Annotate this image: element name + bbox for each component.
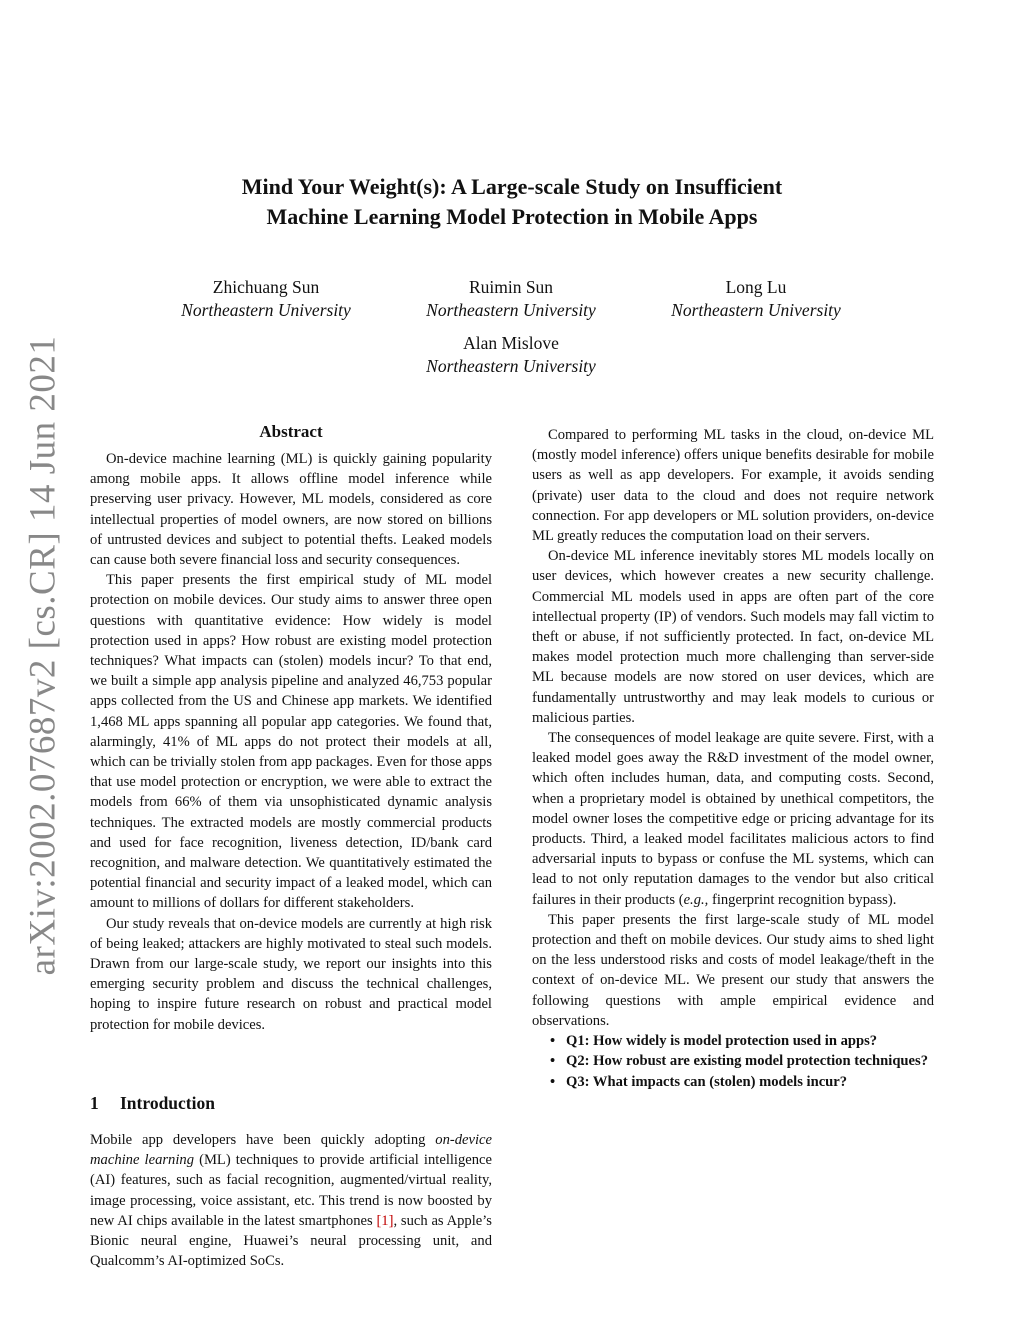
intro-paragraph: On-device ML inference inevitably stores ML models locally on user devices, which however creates a new security challenge. Commercial ML models used in apps are often part of the core intellectual property (IP) of vendors. Such models may fall victim to theft or abuse, if not sufficiently protected. In fact, on-device ML makes model protection much more challenging than server-side ML because models are now stored on user devices, which are fundamentally untrustworthy and may leak models to curious or malicious parties. xyxy=(532,548,934,726)
text-run: (ML) techniques to provide artificial intelligence (AI) features, such as facial recognition, augmented/virtual reality, image processing, voice assistant, etc. This trend is now boosted by new AI chips available in the latest smartphones xyxy=(90,1152,493,1229)
author-block xyxy=(391,332,631,378)
text-run: , such as Apple’s Bionic neural engine, Huawei’s neural processing unit, and Qualcomm’s AI-optimized SoCs. xyxy=(90,1212,492,1270)
paper-title-line-2: Machine Learning Model Protection in Mobile Apps xyxy=(266,204,758,229)
author-name: Ruimin Sun xyxy=(468,277,554,297)
text-run: The consequences of model leakage are quite severe. First, with a leaked model goes away the R&D investment of the model owner, which often includes human, data, and computing costs. Second, when a proprietary model is obtained by unethical competitors, the model owner loses the competitive edge or pricing advantage for its products. Third, a leaked model facilitates malicious actors to find adversarial inputs to bypass or confuse the ML systems, which can lead to not only reputation damages to the vendor but also critical failures in their products ( xyxy=(532,730,934,908)
author-block xyxy=(146,276,386,322)
author-affiliation: Northeastern University xyxy=(181,300,351,320)
author-name: Zhichuang Sun xyxy=(212,277,320,297)
section-title: Introduction xyxy=(120,1093,215,1113)
author-affiliation: Northeastern University xyxy=(426,356,596,376)
section-heading-introduction xyxy=(90,1093,215,1114)
author-block xyxy=(391,276,631,322)
intro-right-column xyxy=(532,425,934,1092)
author-name: Alan Mislove xyxy=(463,333,559,353)
abstract-paragraph: Our study reveals that on-device models are currently at high risk of being leaked; attackers are highly motivated to steal such models. Drawn from our large-scale study, we report our insights into this emerging security problem and discuss the technical challenges, hoping to inspire future research on robust and practical model protection for mobile devices. xyxy=(90,915,492,1033)
research-questions-list xyxy=(532,1031,934,1092)
author-affiliation: Northeastern University xyxy=(671,300,841,320)
intro-left-column xyxy=(90,1130,492,1271)
intro-paragraph xyxy=(532,728,934,910)
emphasis-text: e.g., xyxy=(683,891,709,908)
research-question-item: • Q2: How robust are existing model protection techniques? xyxy=(532,1051,934,1071)
arxiv-identifier xyxy=(2,335,84,975)
abstract-paragraph: On-device machine learning (ML) is quickly gaining popularity among mobile apps. It allows offline model inference while preserving user privacy. However, ML models, considered as core intellectual properties of model owners, are now stored on billions of untrusted devices and subject to potential thefts. Leaked models can cause both severe financial loss and security consequences. xyxy=(90,451,492,569)
emphasis-text: on-device machine learning xyxy=(90,1132,492,1169)
abstract-heading: Abstract xyxy=(259,422,323,441)
citation-link[interactable]: [1] xyxy=(376,1212,394,1229)
paper-title xyxy=(140,172,884,232)
intro-paragraph: Compared to performing ML tasks in the cloud, on-device ML (mostly model inference) offers unique benefits desirable for mobile users as well as app developers. For example, it avoids sending (private) user data to the cloud and does not require network connection. For app developers or ML solution providers, on-device ML greatly reduces the computation load on their servers. xyxy=(532,427,934,545)
intro-paragraph: This paper presents the first large-scale study of ML model protection and theft on mobile devices. Our study aims to shed light on the less understood risks and costs of model leakage/theft in the context of on-device ML. We present our study that answers the following questions with ample empirical evidence and observations. xyxy=(532,911,934,1029)
text-run: fingerprint recognition bypass). xyxy=(708,891,897,908)
arxiv-identifier-text: arXiv:2002.07687v2 [cs.CR] 14 Jun 2021 xyxy=(22,335,64,975)
text-run: Mobile app developers have been quickly adopting xyxy=(90,1132,436,1148)
paper-title-line-1: Mind Your Weight(s): A Large-scale Study on Insufficient xyxy=(241,174,783,199)
intro-paragraph xyxy=(90,1130,492,1271)
section-number: 1 xyxy=(90,1093,99,1113)
abstract-body xyxy=(90,449,492,1035)
author-name: Long Lu xyxy=(725,277,787,297)
research-question-item: • Q1: How widely is model protection used in apps? xyxy=(532,1031,934,1051)
author-block xyxy=(636,276,876,322)
research-question-item: • Q3: What impacts can (stolen) models incur? xyxy=(532,1072,934,1092)
abstract-paragraph: This paper presents the first empirical study of ML model protection on mobile devices. Our study aims to answer three open questions with quantitative evidence: How widely is model protection used in apps? How robust are existing model protection techniques? What impacts can (stolen) models incur? To that end, we built a simple app analysis pipeline and analyzed 46,753 popular apps collected from the US and Chinese app markets. We identified 1,468 ML apps spanning all popular app categories. We found that, alarmingly, 41% of ML apps do not protect their models at all, which can be trivially stolen from app packages. Even for those apps that use model protection or encryption, we were able to extract the models from 66% of them via unsophisticated dynamic analysis techniques. The extracted models are mostly commercial products and used for face recognition, liveness detection, ID/bank card recognition, and malware detection. We quantitatively estimated the potential financial and security impact of a leaked model, which can amount to millions of dollars for different stakeholders. xyxy=(90,572,493,912)
author-affiliation: Northeastern University xyxy=(426,300,596,320)
